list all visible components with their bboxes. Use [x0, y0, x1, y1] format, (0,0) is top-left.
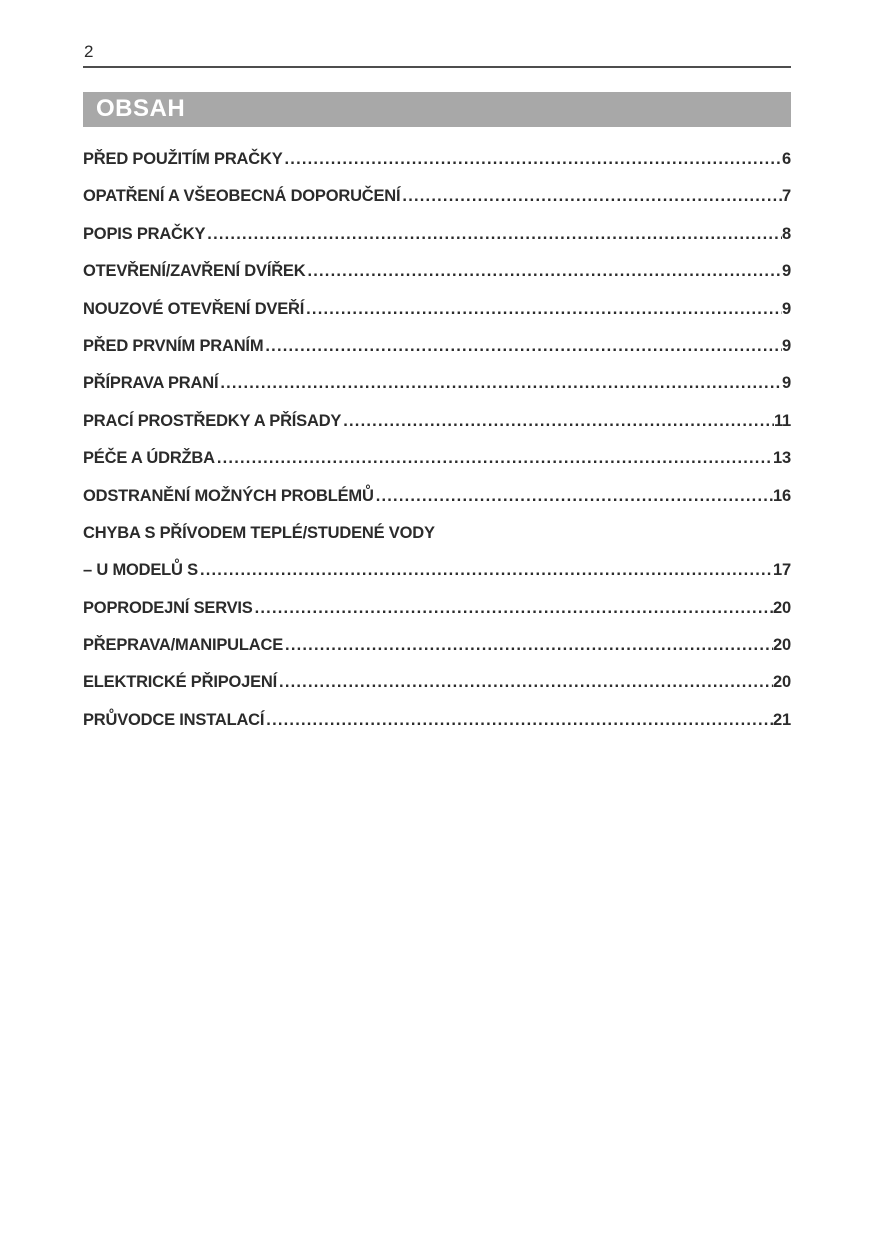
toc-page-number: 20	[773, 636, 791, 655]
toc-entry-label: PŘED PRVNÍM PRANÍM	[83, 336, 264, 355]
toc-page-number: 17	[773, 561, 791, 580]
toc-dot-leader	[279, 664, 773, 701]
toc-row	[83, 440, 791, 477]
toc-dot-leader	[220, 365, 782, 402]
toc-entry-label: PŘEPRAVA/MANIPULACE	[83, 636, 284, 655]
toc-dot-leader	[207, 216, 782, 253]
toc-row	[83, 702, 791, 739]
toc-row	[83, 664, 791, 701]
toc-page-number: 20	[773, 598, 791, 617]
toc-entry-label: PRŮVODCE INSTALACÍ	[83, 710, 265, 729]
toc-page-number: 21	[773, 710, 791, 729]
toc-dot-leader	[255, 590, 773, 627]
contents-title: OBSAH	[96, 94, 186, 122]
toc-row	[83, 141, 791, 178]
header-rule	[83, 66, 791, 68]
toc-page-number: 6	[782, 150, 791, 168]
toc-row	[83, 403, 791, 440]
toc-page-number: 9	[782, 336, 791, 355]
toc-dot-leader	[343, 403, 774, 440]
toc-page-number: 7	[782, 187, 791, 206]
toc-page-number: 9	[782, 374, 791, 393]
toc-entry-label: POPRODEJNÍ SERVIS	[83, 598, 253, 617]
table-of-contents	[83, 141, 791, 739]
contents-header-bar	[83, 92, 791, 127]
toc-entry-label: OTEVŘENÍ/ZAVŘENÍ DVÍŘEK	[83, 262, 306, 281]
toc-row	[83, 216, 791, 253]
toc-entry-label: CHYBA S PŘÍVODEM TEPLÉ/STUDENÉ VODY	[83, 523, 435, 542]
toc-entry-label: PÉČE A ÚDRŽBA	[83, 449, 215, 468]
toc-row	[83, 478, 791, 515]
toc-page-number: 8	[782, 224, 791, 243]
toc-entry-label: ODSTRANĚNÍ MOŽNÝCH PROBLÉMŮ	[83, 486, 374, 505]
toc-page-number: 9	[782, 262, 791, 281]
toc-page-number: 13	[773, 449, 791, 468]
toc-entry-label: PŘÍPRAVA PRANÍ	[83, 374, 219, 393]
toc-page-number: 11	[773, 411, 791, 430]
toc-entry-label: ELEKTRICKÉ PŘIPOJENÍ	[83, 673, 278, 692]
toc-dot-leader	[265, 328, 782, 365]
toc-row	[83, 590, 791, 627]
toc-row	[83, 328, 791, 365]
toc-entry-label: NOUZOVÉ OTEVŘENÍ DVEŘÍ	[83, 299, 305, 318]
toc-dot-leader	[402, 178, 782, 215]
toc-entry-label: POPIS PRAČKY	[83, 224, 206, 243]
toc-row	[83, 627, 791, 664]
toc-page-number: 16	[773, 486, 791, 505]
toc-entry-label: PRACÍ PROSTŘEDKY A PŘÍSADY	[83, 411, 342, 430]
toc-page-number: 9	[782, 299, 791, 318]
toc-row	[83, 178, 791, 215]
toc-dot-leader	[200, 552, 773, 589]
toc-entry-label: – U MODELŮ S	[83, 561, 198, 580]
page-number: 2	[84, 42, 94, 61]
toc-dot-leader	[285, 141, 783, 178]
toc-dot-leader	[307, 253, 782, 290]
toc-entry-label: OPATŘENÍ A VŠEOBECNÁ DOPORUČENÍ	[83, 187, 401, 206]
toc-dot-leader	[266, 702, 773, 739]
toc-dot-leader	[285, 627, 773, 664]
toc-page-number: 20	[773, 673, 791, 692]
toc-row	[83, 291, 791, 328]
toc-row	[83, 253, 791, 290]
toc-entry-label: PŘED POUŽITÍM PRAČKY	[83, 150, 283, 168]
toc-dot-leader	[306, 291, 782, 328]
toc-row	[83, 515, 791, 552]
toc-dot-leader	[217, 440, 773, 477]
toc-row	[83, 365, 791, 402]
toc-dot-leader	[376, 478, 773, 515]
toc-row	[83, 552, 791, 589]
